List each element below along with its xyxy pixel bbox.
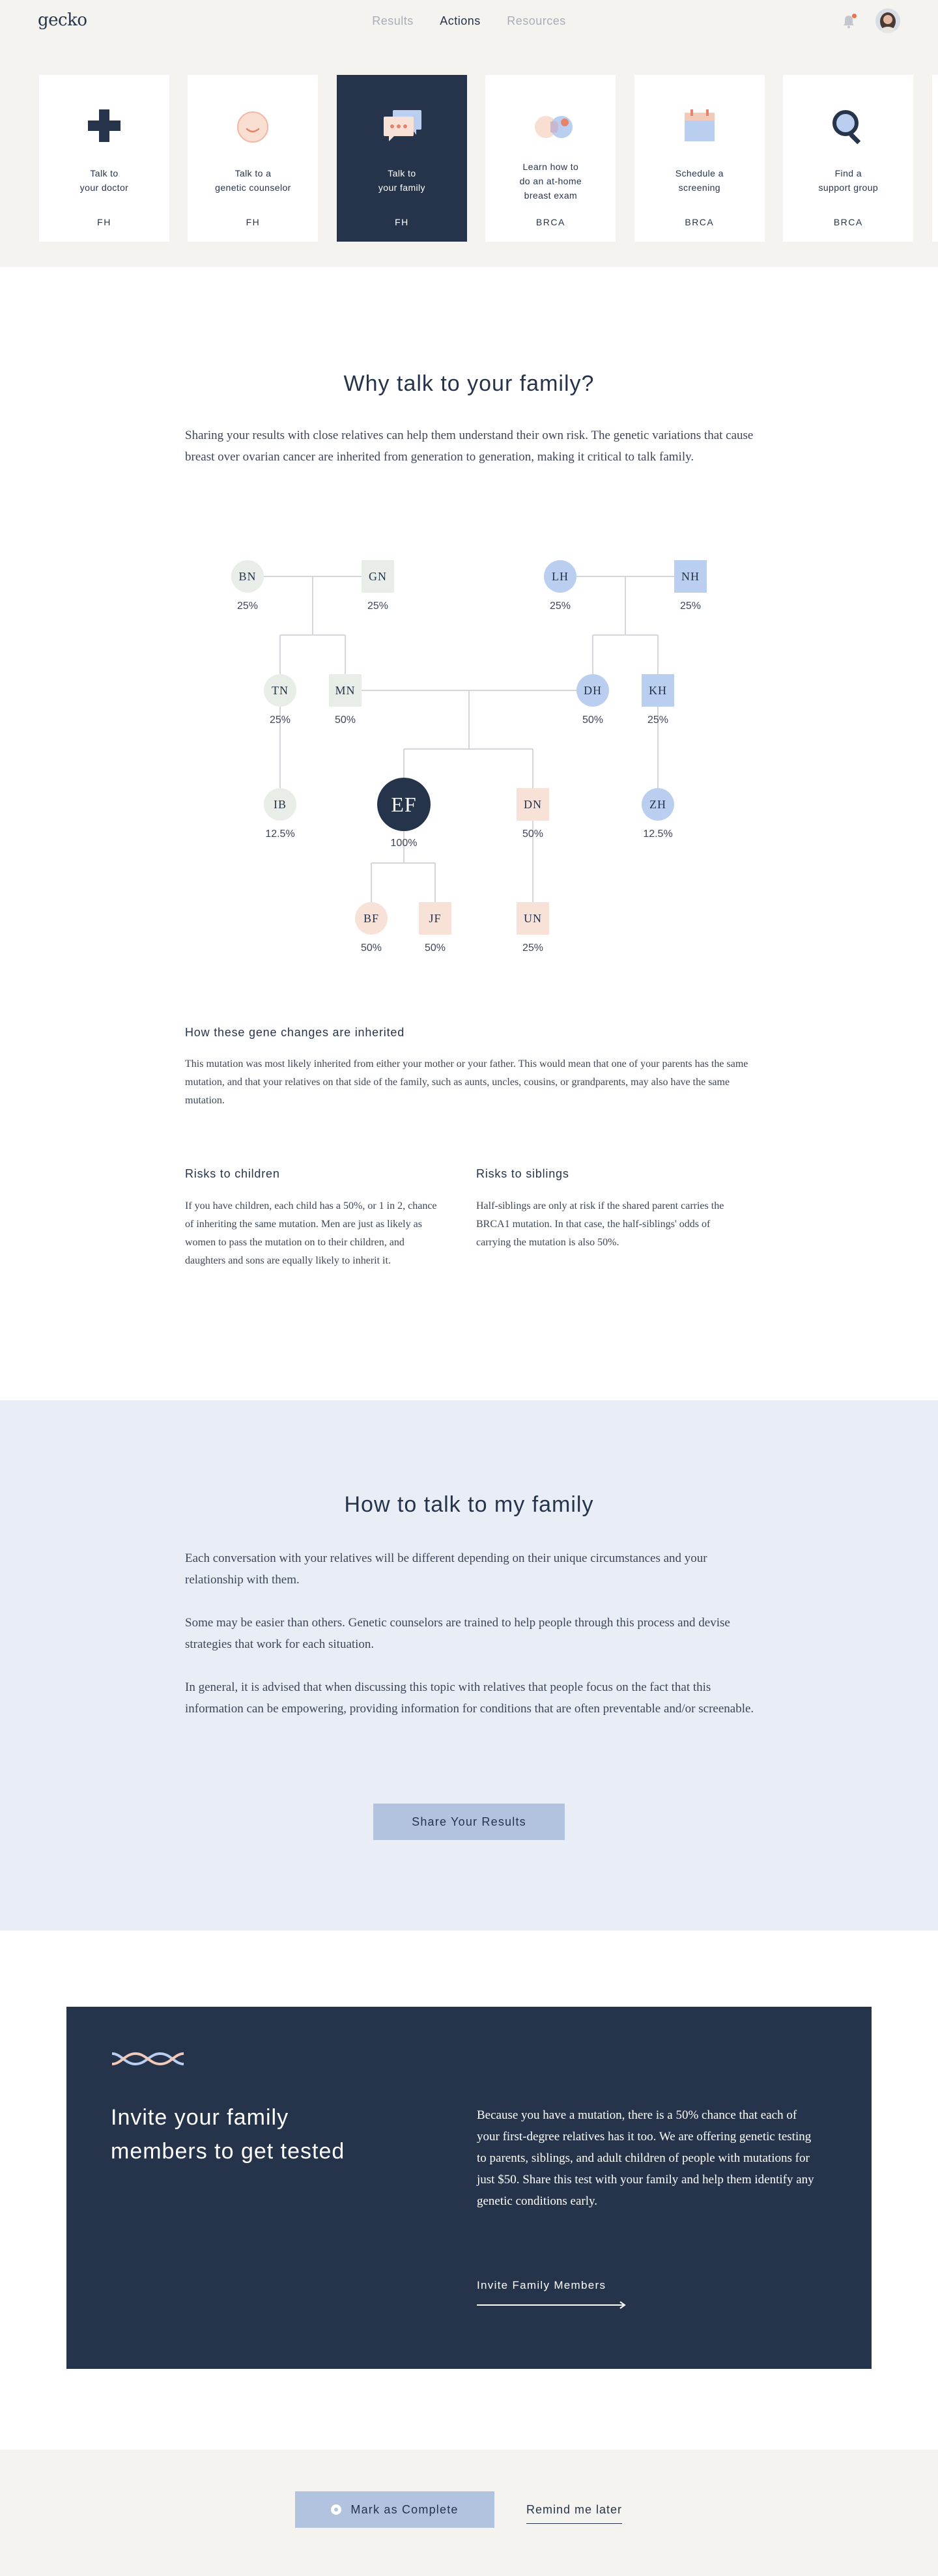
- card-label: [641, 166, 758, 195]
- card-talk-to-family[interactable]: [337, 75, 467, 242]
- inherited-text: This mutation was most likely inherited from either your mother or your father. This would mean that one of your parents has the same mutation, and that your relatives on that side of the family, such as aunts, uncles, cousins, or grandparents, may also have the same mutation.: [185, 1058, 748, 1106]
- why-section: [0, 267, 938, 1400]
- dna-icon: [111, 2051, 185, 2070]
- breast-exam-icon: [531, 106, 570, 145]
- top-zone: [0, 0, 938, 267]
- nav-results[interactable]: Results: [372, 14, 414, 27]
- tree-pct: 25%: [269, 715, 291, 726]
- tree-pct: 100%: [390, 838, 418, 849]
- card-label-line: Talk to a: [234, 168, 272, 178]
- risks-siblings-text: Half-siblings are only at risk if the shared parent carries the BRCA1 mutation. In that case, the half-siblings' odds of carrying the mutation is also 50%.: [476, 1200, 724, 1248]
- card-tag: BRCA: [833, 217, 863, 227]
- footer: [0, 2450, 938, 2576]
- tree-pct: 25%: [679, 601, 702, 612]
- tree-node-nh: NH: [674, 560, 707, 593]
- tree-pct: 12.5%: [643, 828, 673, 840]
- family-tree-lines: [0, 267, 938, 1270]
- tree-node-bf: BF: [355, 902, 388, 935]
- card-label: [343, 166, 461, 195]
- card-label-line: screening: [678, 182, 720, 193]
- card-label-line: Schedule a: [675, 168, 724, 178]
- header: [0, 0, 938, 43]
- arrow-right-icon: [477, 2301, 627, 2309]
- card-label: [46, 166, 163, 195]
- card-label-line: your doctor: [79, 182, 129, 193]
- tree-pct: 25%: [549, 601, 571, 612]
- card-tag: FH: [246, 217, 261, 227]
- calendar-icon: [680, 106, 719, 145]
- tree-pct: 50%: [582, 715, 604, 726]
- why-intro: Sharing your results with close relatives can help them understand their own risk. The genetic variations that cause breast over ovarian cancer are inherited from generation to generation, making it critical to talk family.: [185, 429, 754, 464]
- card-tag: FH: [97, 217, 111, 227]
- card-label-line: do an at-home: [519, 176, 582, 186]
- mark-complete-button[interactable]: [295, 2491, 494, 2528]
- tree-pct: 25%: [647, 715, 669, 726]
- tree-node-lh: LH: [544, 560, 576, 593]
- risks-children-title: Risks to children: [185, 1167, 280, 1180]
- tree-node-ef: EF: [377, 778, 431, 831]
- tree-node-dn: DN: [517, 788, 549, 821]
- invite-zone: [0, 1931, 938, 2450]
- remind-later-link[interactable]: Remind me later: [526, 2503, 622, 2524]
- magnifier-icon: [829, 106, 868, 145]
- notification-dot: [852, 14, 857, 18]
- main-nav: [0, 14, 938, 28]
- tree-node-bn: BN: [231, 560, 264, 593]
- tree-node-dh: DH: [576, 674, 609, 707]
- card-find-support-group[interactable]: [783, 75, 913, 242]
- invite-text: Because you have a mutation, there is a 50% chance that each of your first-degree relatives has it too. We are offering genetic testing to parents, siblings, and adult children of people with mutations for just $50. Share this test with your family and help them identify any genetic conditions early.: [477, 2108, 814, 2208]
- card-tag: BRCA: [535, 217, 565, 227]
- card-schedule-screening[interactable]: [634, 75, 765, 242]
- tree-pct: 50%: [522, 828, 544, 840]
- card-label-line: Find a: [834, 168, 862, 178]
- tree-pct: 25%: [367, 601, 389, 612]
- card-next-partial[interactable]: [932, 75, 938, 242]
- how-title: How to talk to my family: [344, 1492, 594, 1517]
- risks-siblings-title: Risks to siblings: [476, 1167, 569, 1180]
- mark-complete-label: Mark as Complete: [350, 2502, 459, 2516]
- how-paragraph-3: In general, it is advised that when discussing this topic with relatives that people focus on the fact that this information can be empowering, providing information for conditions that are often preventable and/or screenable.: [185, 1680, 754, 1716]
- action-cards: [39, 75, 938, 242]
- tree-node-mn: MN: [329, 674, 362, 707]
- card-breast-exam[interactable]: [485, 75, 616, 242]
- tree-pct: 12.5%: [265, 828, 295, 840]
- logo[interactable]: gecko: [38, 10, 87, 30]
- chat-bubbles-icon: [382, 106, 421, 145]
- tree-node-gn: GN: [362, 560, 394, 593]
- inherited-title: How these gene changes are inherited: [185, 1026, 405, 1039]
- how-paragraph-1: Each conversation with your relatives will be different depending on their unique circumstances and your relationship with them.: [185, 1551, 707, 1587]
- complete-circle-icon: [331, 2504, 341, 2515]
- share-results-button[interactable]: Share Your Results: [373, 1804, 565, 1840]
- card-label: [789, 166, 907, 195]
- card-label-line: support group: [818, 182, 879, 193]
- smiley-icon: [233, 106, 272, 145]
- invite-title: Invite your family members to get tested: [111, 2105, 345, 2164]
- nav-actions[interactable]: Actions: [440, 14, 481, 27]
- tree-pct: 50%: [360, 942, 382, 954]
- tree-node-kh: KH: [642, 674, 674, 707]
- card-label-line: Talk to: [90, 168, 119, 178]
- card-talk-to-doctor[interactable]: [39, 75, 169, 242]
- tree-pct: 25%: [236, 601, 259, 612]
- card-tag: BRCA: [685, 217, 715, 227]
- tree-pct: 25%: [522, 942, 544, 954]
- card-label: [492, 160, 609, 203]
- card-talk-to-counselor[interactable]: [188, 75, 318, 242]
- card-label-line: Talk to: [388, 168, 416, 178]
- tree-node-tn: TN: [264, 674, 296, 707]
- card-label-line: genetic counselor: [215, 182, 291, 193]
- notification-bell-icon[interactable]: [843, 14, 855, 29]
- tree-node-un: UN: [517, 902, 549, 935]
- tree-node-zh: ZH: [642, 788, 674, 821]
- invite-family-label: Invite Family Members: [477, 2279, 606, 2291]
- risks-children-text: If you have children, each child has a 50%, or 1 in 2, chance of inheriting the same mutation. Men are just as likely as women to pass the mutation on to their children, and daughters and sons are equally likely to inherit it.: [185, 1200, 437, 1266]
- plus-icon: [85, 106, 124, 145]
- card-label: [194, 166, 311, 195]
- tree-node-ib: IB: [264, 788, 296, 821]
- tree-pct: 50%: [334, 715, 356, 726]
- tree-pct: 50%: [424, 942, 446, 954]
- card-tag: FH: [395, 217, 409, 227]
- invite-card: [66, 2007, 872, 2369]
- how-paragraph-2: Some may be easier than others. Genetic counselors are trained to help people through this process and devise strategies that work for each situation.: [185, 1616, 730, 1651]
- card-label-line: breast exam: [524, 190, 578, 201]
- nav-resources[interactable]: Resources: [507, 14, 566, 27]
- card-label-line: Learn how to: [522, 162, 579, 172]
- user-avatar[interactable]: [875, 8, 900, 33]
- tree-node-jf: JF: [419, 902, 451, 935]
- invite-family-link[interactable]: [477, 2279, 627, 2309]
- how-section: [0, 1400, 938, 1931]
- why-title: Why talk to your family?: [343, 371, 595, 396]
- card-label-line: your family: [378, 182, 425, 193]
